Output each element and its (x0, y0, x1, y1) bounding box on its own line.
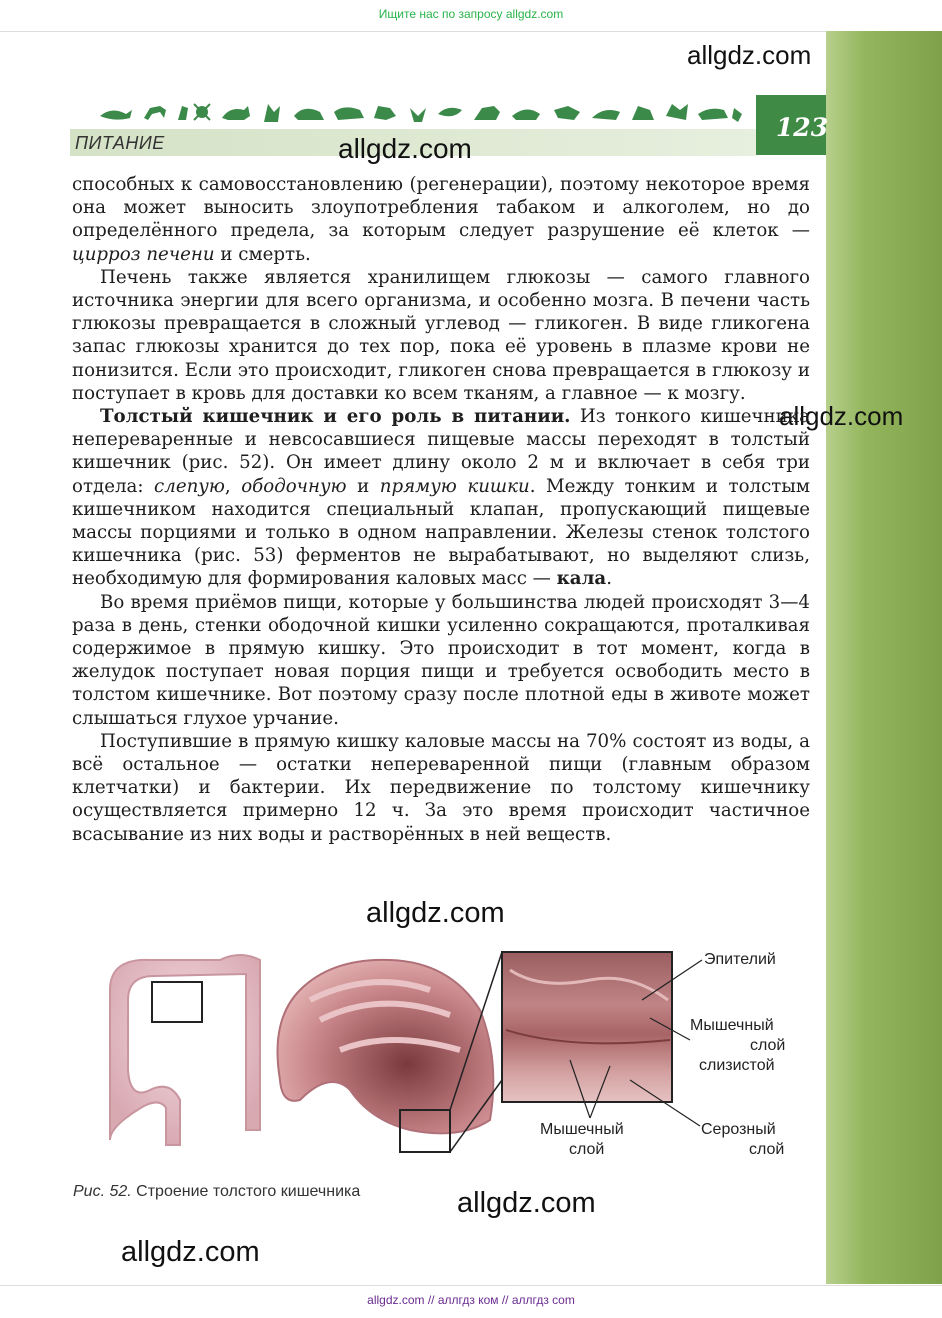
footer-links[interactable]: allgdz.com // аллгдз ком // аллгдз com (367, 1293, 575, 1307)
tissue-detail (502, 952, 672, 1102)
watermark: allgdz.com (457, 1187, 596, 1219)
colon-illustration (110, 955, 260, 1145)
paragraph: Во время приёмов пищи, которые у большинства людей происходят 3—4 раза в день, стенки ободочной кишки усиленно сокращаются, проталкивая содержимое в прямую кишку. Это происходит в тот момент, когда в желудок поступает новая порция пищи и требуется освободить место в толстом кишечнике. Вот поэтому сразу после плотной еды в животе может слышаться глухое урчание. (72, 591, 810, 729)
label-muscle-mucosa-1: Мышечный (690, 1017, 774, 1034)
paragraph: Печень также является хранилищем глюкозы — самого главного источника энергии для всего организма, и особенно мозга. В печени часть глюкозы превращается в сложный углевод — гликоген. В виде гликогена запас глюкозы хранится до тех пор, пока её уровень в плазме крови не понизится. Если это происходит, гликоген снова превращается в глюкозу и поступает в кровь для доставки ко всем тканям, а главное — к мозгу. (72, 266, 810, 404)
label-epithelium: Эпителий (704, 951, 776, 968)
animal-ornament-row (98, 98, 748, 126)
cut-section-illustration (278, 960, 494, 1133)
figure-caption: Рис. 52. Строение толстого кишечника (73, 1183, 361, 1200)
large-intestine-figure (70, 930, 810, 1170)
label-muscle-mucosa-3: слизистой (699, 1057, 775, 1074)
watermark: allgdz.com (779, 401, 904, 431)
paragraph: Поступившие в прямую кишку каловые массы на 70% состоят из воды, а всё остальное — остатки непереваренной пищи (главным образом клетчатки) и бактерии. Их передвижение по толстому кишечнику осуществляется примерно 12 ч. За это время происходит частичное всасывание из них воды и растворённых в ней веществ. (72, 730, 810, 845)
label-muscle-1: Мышечный (540, 1121, 624, 1138)
paragraph: способных к самовосстановлению (регенерации), поэтому некоторое время она может выносить злоупотребления табаком и алкоголем, но до определённого предела, за которым следует разрушение её клеток — цирроз печени и смерть. (72, 174, 810, 265)
top-note[interactable]: Ищите нас по запросу allgdz.com (378, 7, 564, 21)
page-number: 123 (775, 113, 829, 142)
label-serous-2: слой (749, 1141, 785, 1158)
detail-box-small (152, 982, 202, 1022)
watermark: allgdz.com (687, 40, 812, 70)
green-side-bar (826, 31, 942, 1284)
watermark: allgdz.com (338, 133, 472, 164)
section-title: ПИТАНИЕ (75, 133, 165, 153)
watermark: allgdz.com (366, 897, 505, 929)
watermark: allgdz.com (121, 1236, 260, 1268)
body-text (72, 173, 810, 846)
label-muscle-2: слой (569, 1141, 605, 1158)
label-muscle-mucosa-2: слой (750, 1037, 786, 1054)
paragraph: Толстый кишечник и его роль в питании. Из тонкого кишечника непереваренные и невсосавшиеся пищевые массы переходят в толстый кишечник (рис. 52). Он имеет длину около 2 м и включает в себя три отдела: слепую, ободочную и прямую кишки. Между тонким и толстым кишечником находится специальный клапан, пропускающий пищевые массы порциями и только в одном направлении. Железы стенок толстого кишечника (рис. 53) ферментов не вырабатывают, но выделяют слизь, необходимую для формирования каловых масс — кала. (72, 406, 810, 590)
label-serous-1: Серозный (701, 1121, 776, 1138)
